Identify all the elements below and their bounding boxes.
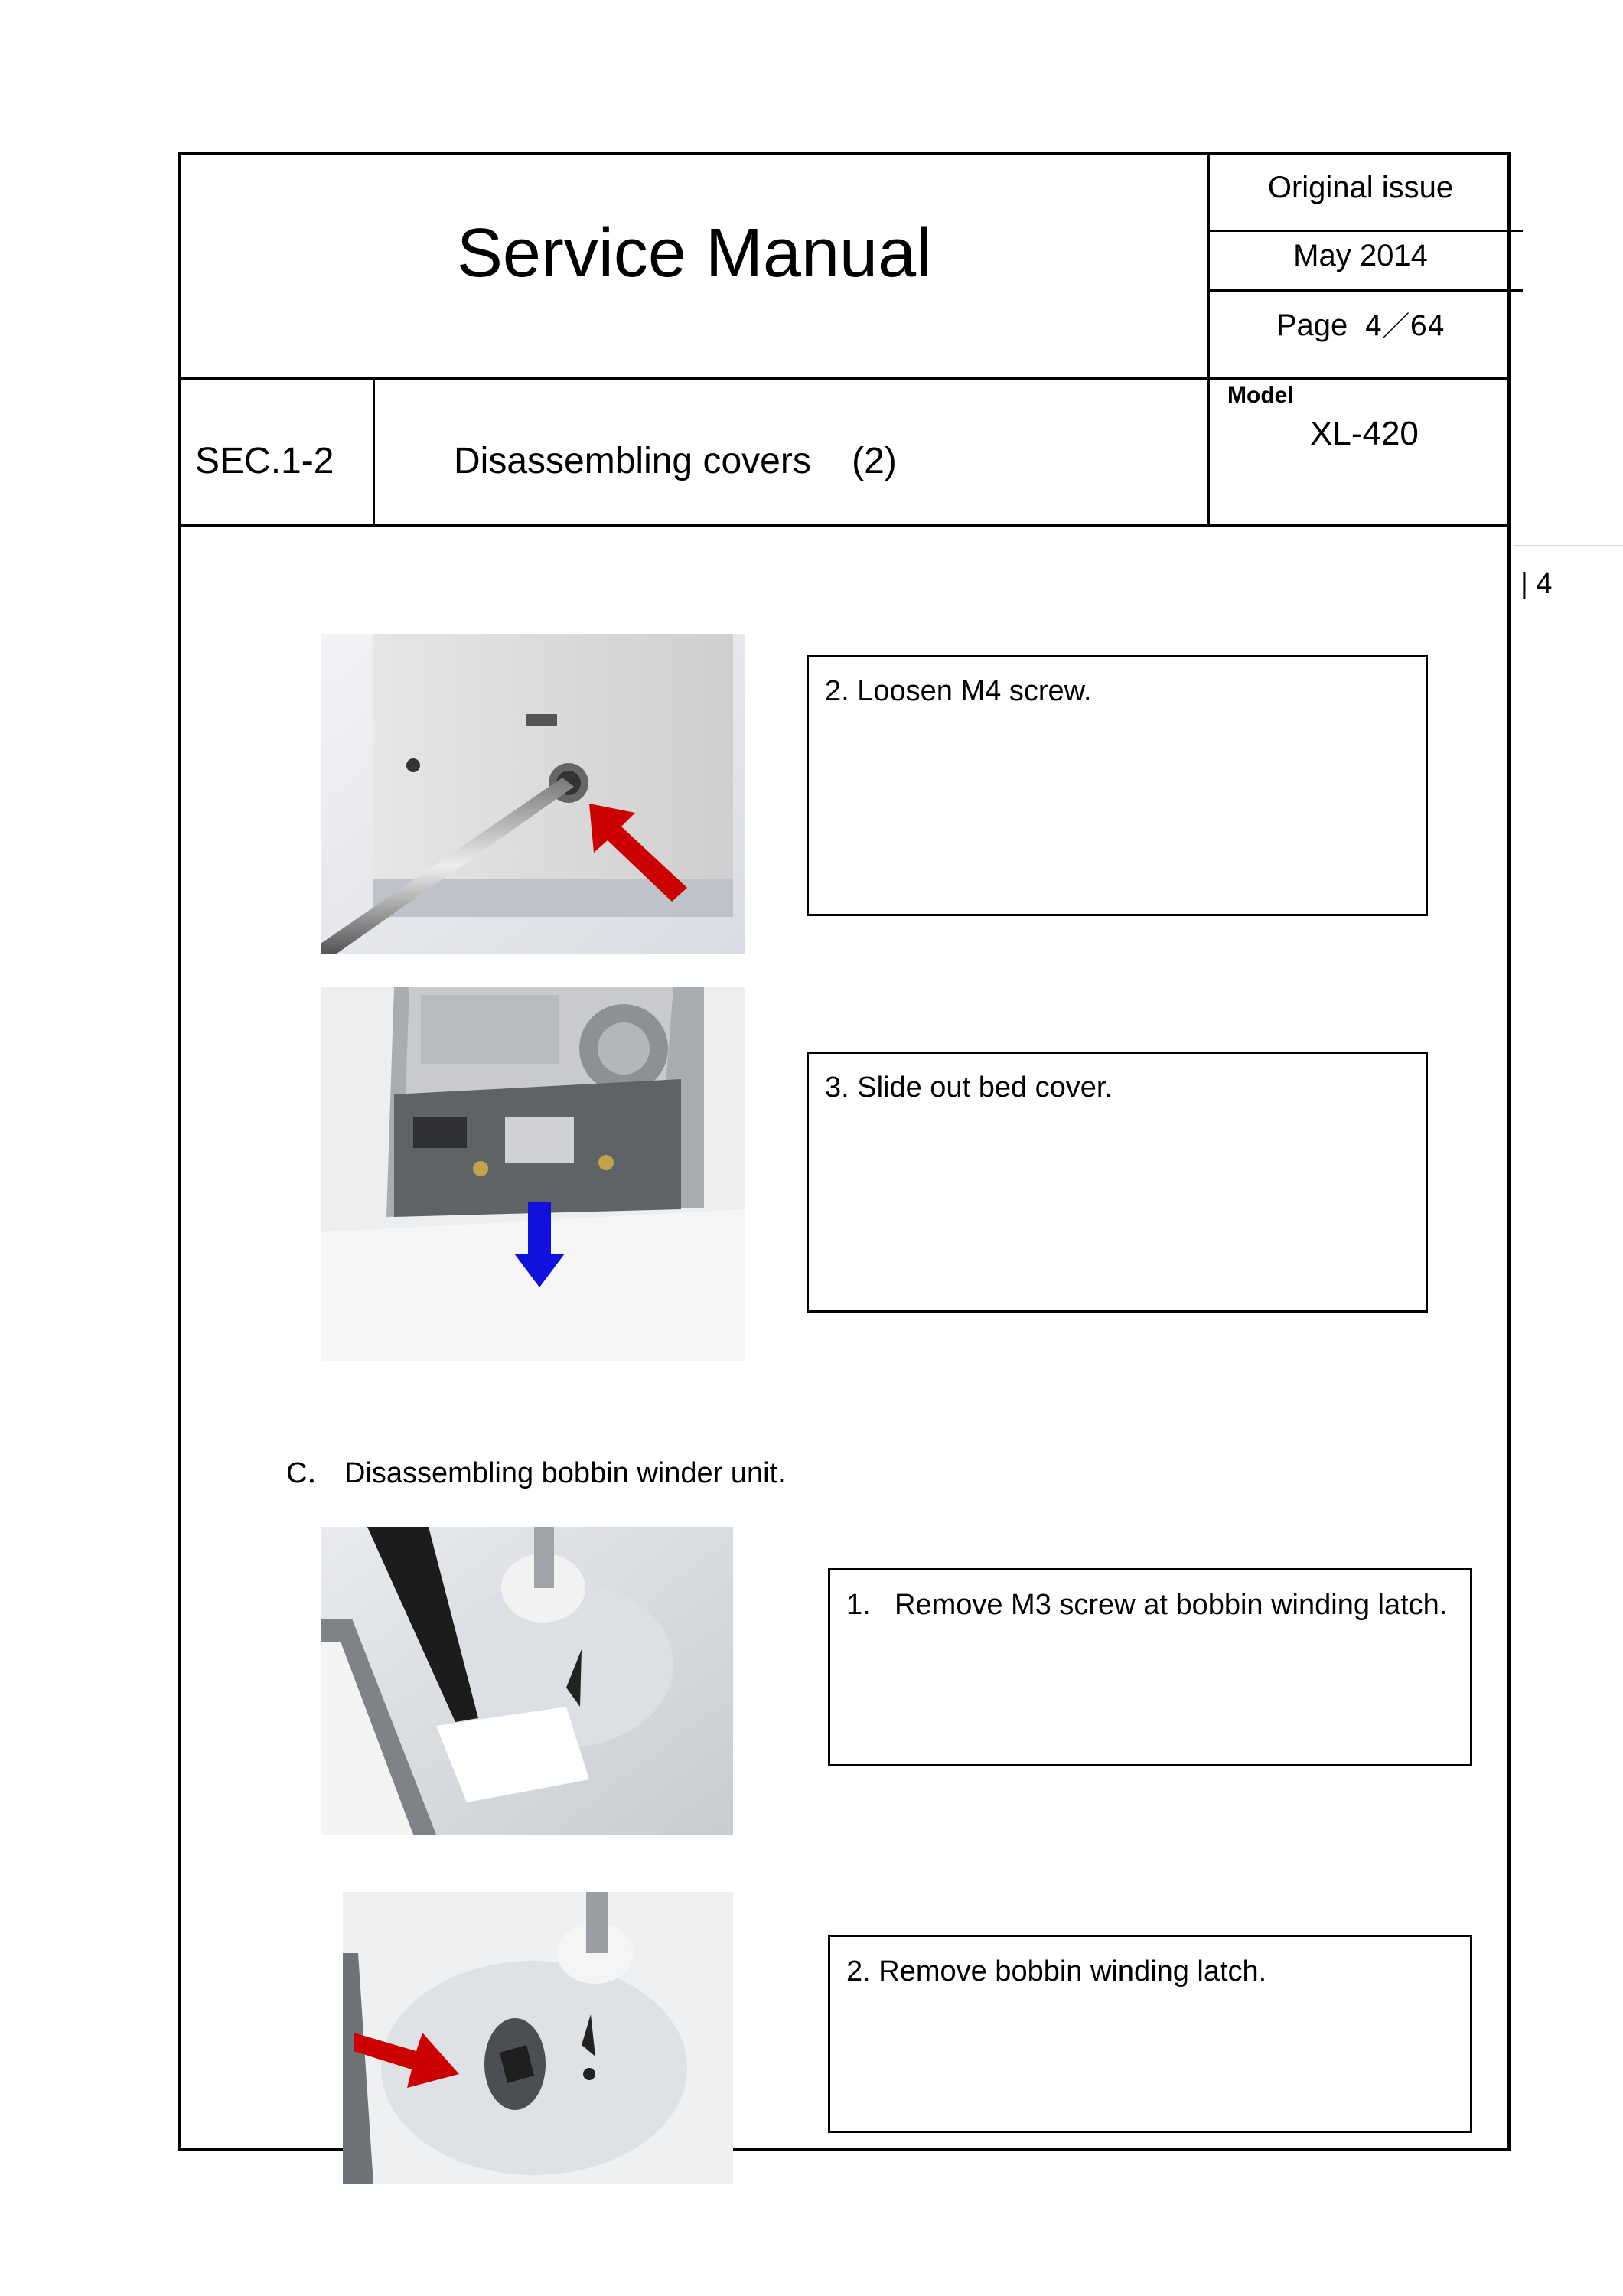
section-title: Disassembling covers (2) (454, 441, 897, 481)
model-value: XL-420 (1310, 415, 1419, 452)
step-text-remove-m3-screw: Remove M3 screw at bobbin winding latch. (895, 1589, 1448, 1621)
page-title: Service Manual (456, 215, 932, 292)
step-text-slide-out-bed-cover: 3. Slide out bed cover. (825, 1071, 1113, 1104)
photo-remove-m3-screw (321, 1527, 733, 1835)
step-text-remove-bobbin-winding-latch: 2. Remove bobbin winding latch. (846, 1955, 1267, 1988)
red-arrow-icon (354, 2011, 461, 2088)
margin-rule (1514, 545, 1623, 546)
header-subline-2 (1209, 289, 1523, 292)
section-divider-vertical (373, 379, 375, 526)
section-divider-horizontal (178, 524, 1511, 527)
section-code: SEC.1-2 (195, 441, 334, 481)
section-c-heading: C． Disassembling bobbin winder unit. (286, 1457, 786, 1489)
page-number: Page 4／64 (1276, 308, 1445, 342)
red-arrow-icon (589, 804, 689, 903)
issue-date: May 2014 (1293, 239, 1428, 272)
original-issue-label: Original issue (1267, 171, 1454, 204)
photo-loosen-m4-screw (321, 634, 745, 954)
header-divider-horizontal (178, 377, 1511, 380)
photo-slide-out-bed-cover (321, 987, 745, 1361)
step-number-remove-m3-screw: 1. (846, 1589, 871, 1621)
header-subline-1 (1209, 230, 1523, 232)
blue-arrow-icon (513, 1202, 566, 1290)
step-text-loosen-m4: 2. Loosen M4 screw. (825, 675, 1092, 707)
side-page-marker: | 4 (1520, 568, 1553, 600)
model-label: Model (1227, 383, 1294, 408)
